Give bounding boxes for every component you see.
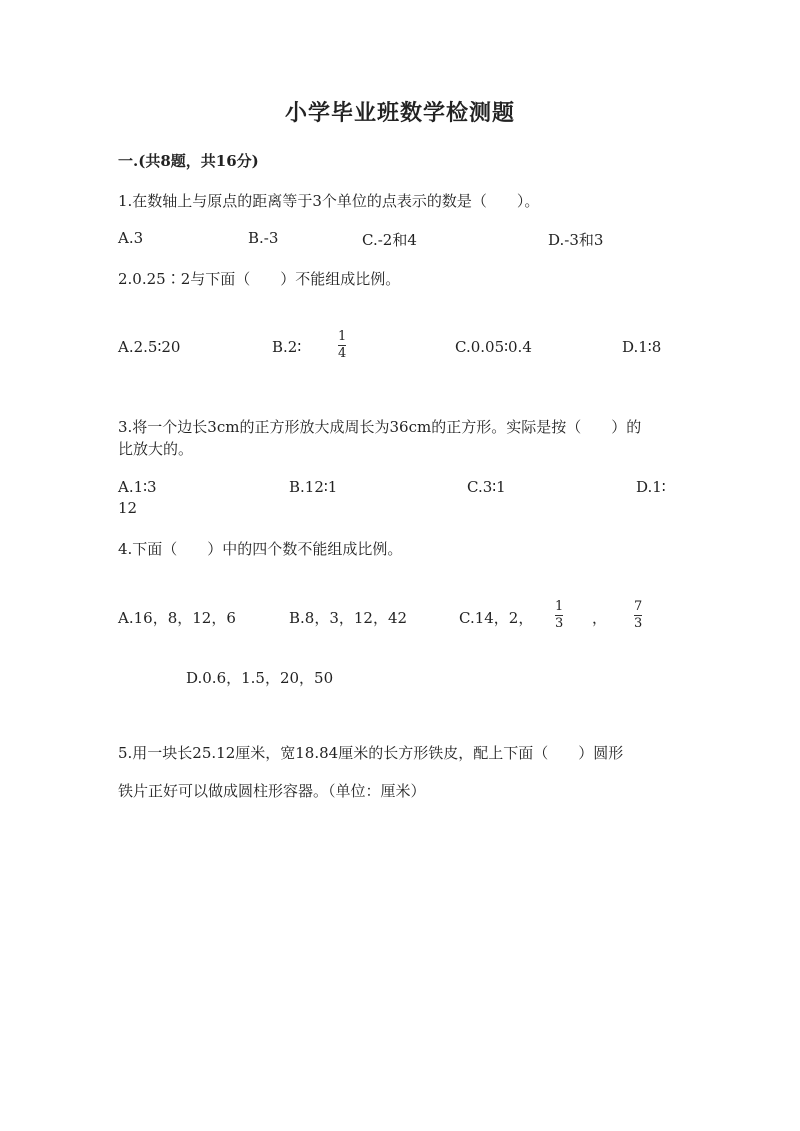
question-4-option-c-fraction-1 bbox=[555, 600, 563, 631]
question-3-stem-line2: 比放大的。 bbox=[118, 440, 194, 458]
question-1-option-b[interactable]: B.-3 bbox=[248, 229, 279, 247]
question-3-stem-line1: 3.将一个边长3cm的正方形放大成周长为36cm的正方形。实际是按（ ）的 bbox=[118, 418, 642, 436]
question-1-option-c[interactable]: C.-2和4 bbox=[362, 231, 417, 249]
fraction-numerator: 1 bbox=[555, 599, 564, 614]
question-4-option-a[interactable]: A.16，8，12，6 bbox=[118, 609, 236, 627]
question-2-option-b-fraction bbox=[338, 330, 346, 361]
question-2-option-a[interactable]: A.2.5∶20 bbox=[118, 338, 181, 356]
question-1-option-d[interactable]: D.-3和3 bbox=[548, 231, 604, 249]
section-heading: 一.(共8题，共16分) bbox=[118, 152, 259, 170]
page-title: 小学毕业班数学检测题 bbox=[284, 100, 515, 126]
question-3-option-a[interactable]: A.1∶3 bbox=[118, 478, 157, 496]
question-5-stem-line2: 铁片正好可以做成圆柱形容器。（单位：厘米） bbox=[118, 782, 426, 800]
question-4-stem: 4.下面（ ）中的四个数不能组成比例。 bbox=[118, 540, 403, 558]
question-2-option-c[interactable]: C.0.05∶0.4 bbox=[455, 338, 532, 356]
question-2-option-d[interactable]: D.1∶8 bbox=[622, 338, 662, 356]
question-1-stem: 1.在数轴上与原点的距离等于3个单位的点表示的数是（ ）。 bbox=[118, 192, 540, 210]
question-3-option-b[interactable]: B.12∶1 bbox=[289, 478, 338, 496]
fraction-numerator: 7 bbox=[634, 599, 643, 614]
question-3-option-d-continued: 12 bbox=[118, 499, 138, 517]
question-4-option-c[interactable]: C.14，2， bbox=[459, 609, 534, 627]
question-2-option-b[interactable]: B.2∶ bbox=[272, 338, 302, 356]
question-4-option-c-separator: ， bbox=[592, 609, 608, 627]
question-4-option-b[interactable]: B.8，3，12，42 bbox=[289, 609, 408, 627]
fraction-denominator: 3 bbox=[634, 616, 643, 631]
fraction-denominator: 4 bbox=[338, 346, 347, 361]
question-3-option-d[interactable]: D.1∶ bbox=[636, 478, 666, 496]
question-1-option-a[interactable]: A.3 bbox=[118, 229, 144, 247]
question-5-stem-line1: 5.用一块长25.12厘米，宽18.84厘米的长方形铁皮，配上下面（ ）圆形 bbox=[118, 744, 624, 762]
question-2-stem: 2.0.25∶2与下面（ ）不能组成比例。 bbox=[118, 270, 401, 288]
question-3-option-c[interactable]: C.3∶1 bbox=[467, 478, 506, 496]
fraction-numerator: 1 bbox=[338, 329, 347, 344]
question-4-option-d[interactable]: D.0.6，1.5，20，50 bbox=[186, 669, 334, 687]
fraction-denominator: 3 bbox=[555, 616, 564, 631]
question-4-option-c-fraction-2 bbox=[634, 600, 642, 631]
